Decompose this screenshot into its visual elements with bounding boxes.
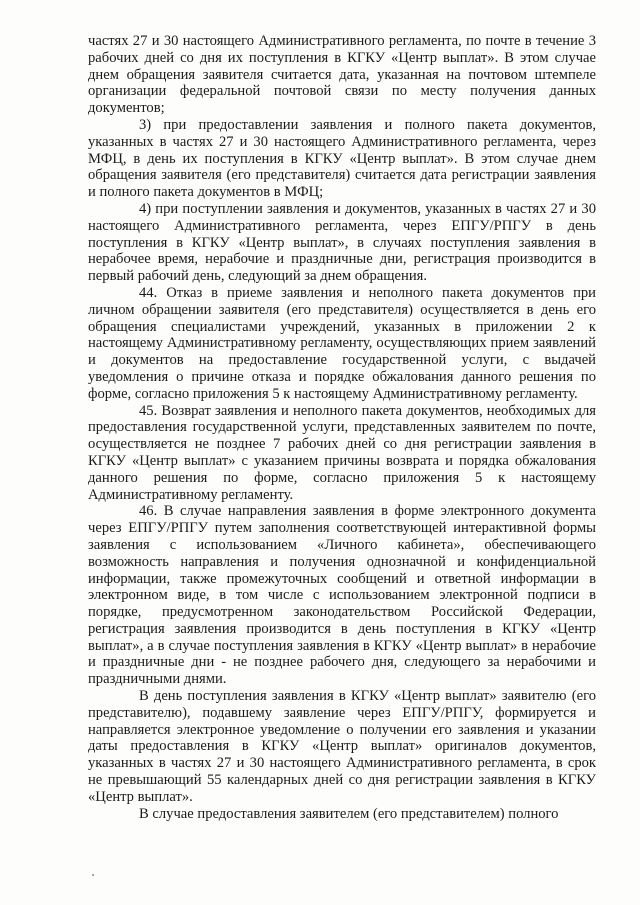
paragraph-notification: В день поступления заявления в КГКУ «Центр выплат» заявителю (его представителю), подавшему заявление через ЕПГУ/РПГУ, формируется и направляется электронное уведомление о получении его заявления и указании даты предоставления в КГКУ «Центр выплат» оригиналов документов, указанных в частях 27 и 30 настоящего Административного регламента, в срок не превышающий 55 календарных дней со дня регистрации заявления в КГКУ «Центр выплат». xyxy=(88,688,596,805)
paragraph-item-3: 3) при предоставлении заявления и полного пакета документов, указанных в частях 27 и 30 настоящего Административного регламента, через МФЦ, в день их поступления в КГКУ «Центр выплат». В этом случае днем обращения заявителя (его представителя) считается дата регистрации заявления и полного пакета документов в МФЦ; xyxy=(88,116,596,201)
paragraph-continuation: частях 27 и 30 настоящего Административного регламента, по почте в течение 3 рабочих дней со дня их поступления в КГКУ «Центр выплат». В этом случае днем обращения заявителя считается дата, указанная на почтовом штемпеле организации федеральной почтовой связи по месту получения данных документов; xyxy=(88,33,596,117)
paragraph-item-4: 4) при поступлении заявления и документов, указанных в частях 27 и 30 настоящего Административного регламента, через ЕПГУ/РПГУ в день поступления в КГКУ «Центр выплат», в случаях поступления заявления в нерабочее время, нерабочие и праздничные дни, регистрация производится в первый рабочий день, следующий за днем обращения. xyxy=(88,200,596,285)
document-body xyxy=(88,33,596,822)
paragraph-45: 45. Возврат заявления и неполного пакета документов, необходимых для предоставления государственной услуги, представленных заявителем по почте, осуществляется не позднее 7 рабочих дней со дня регистрации заявления в КГКУ «Центр выплат» с указанием причины возврата и порядка обжалования данного решения по форме, согласно приложения 5 к настоящему Административному регламенту. xyxy=(88,402,596,503)
paragraph-last: В случае предоставления заявителем (его представителем) полного xyxy=(139,805,559,822)
scan-speck xyxy=(92,874,94,876)
paragraph-44: 44. Отказ в приеме заявления и неполного пакета документов при личном обращении заявителя (его представителя) осуществляется в день его обращения специалистами учреждений, указанных в приложении 2 к настоящему Административному регламенту, осуществляющих прием заявлений и документов на предоставление государственной услуги, с выдачей уведомления о причине отказа и порядке обжалования данного решения по форме, согласно приложения 5 к настоящему Административному регламенту. xyxy=(88,284,596,402)
paragraph-46: 46. В случае направления заявления в форме электронного документа через ЕПГУ/РПГУ путем заполнения соответствующей интерактивной формы заявления с использованием «Личного кабинета», обеспечивающего возможность направления и получения однозначной и конфиденциальной информации, также промежуточных сообщений и ответной информации в электронном виде, в том числе с использованием электронной подписи в порядке, предусмотренном законодательством Российской Федерации, регистрация заявления производится в день поступления в КГКУ «Центр выплат», а в случае поступления заявления в КГКУ «Центр выплат» в нерабочие и праздничные дни - не позднее рабочего дня, следующего за нерабочими и праздничными днями. xyxy=(88,503,596,688)
